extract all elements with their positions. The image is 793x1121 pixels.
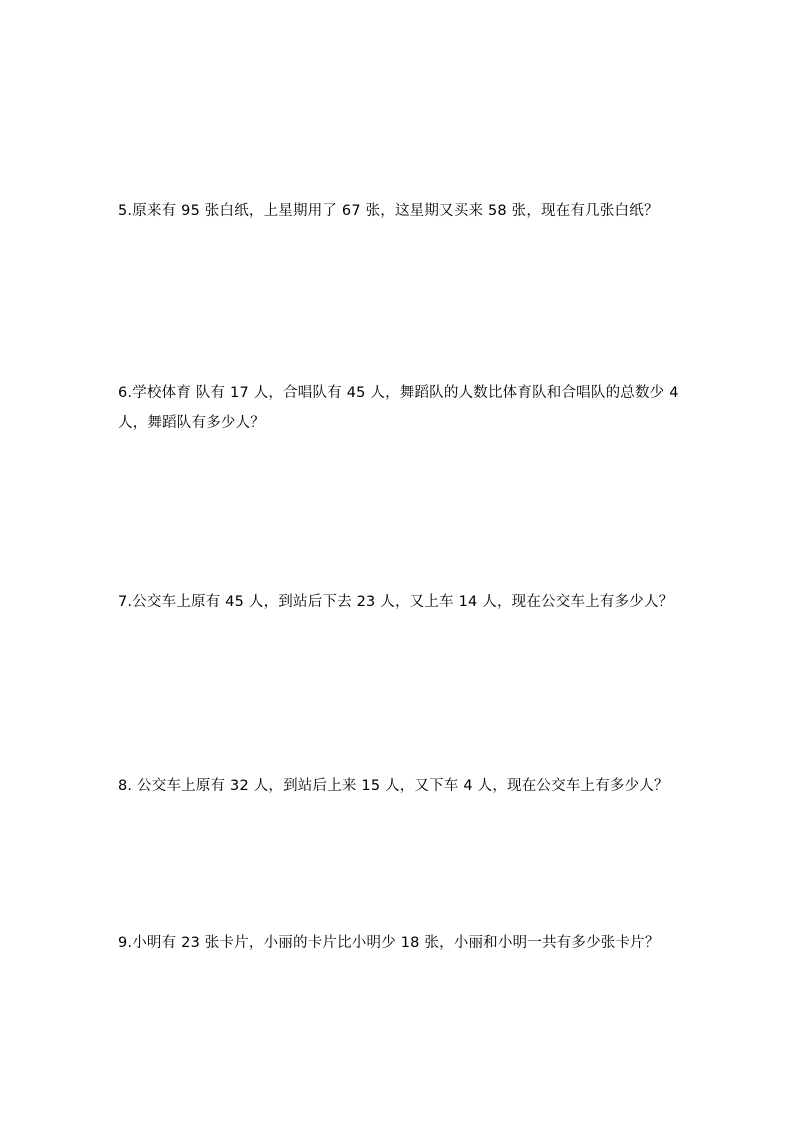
problem-5: 5.原来有 95 张白纸，上星期用了 67 张，这星期又买来 58 张，现在有几张白纸？ (118, 203, 659, 219)
problem-8: 8. 公交车上原有 32 人，到站后上来 15 人，又下车 4 人，现在公交车上有多少人？ (118, 778, 669, 794)
problem-6: 6.学校体育 队有 17 人，合唱队有 45 人，舞蹈队的人数比体育队和合唱队的总数少 4 人，舞蹈队有多少人？ (118, 385, 679, 431)
problem-9: 9.小明有 23 张卡片，小丽的卡片比小明少 18 张，小丽和小明一共有多少张卡片？ (118, 935, 660, 951)
problem-7: 7.公交车上原有 45 人，到站后下去 23 人，又上车 14 人，现在公交车上有多少人？ (118, 594, 674, 610)
